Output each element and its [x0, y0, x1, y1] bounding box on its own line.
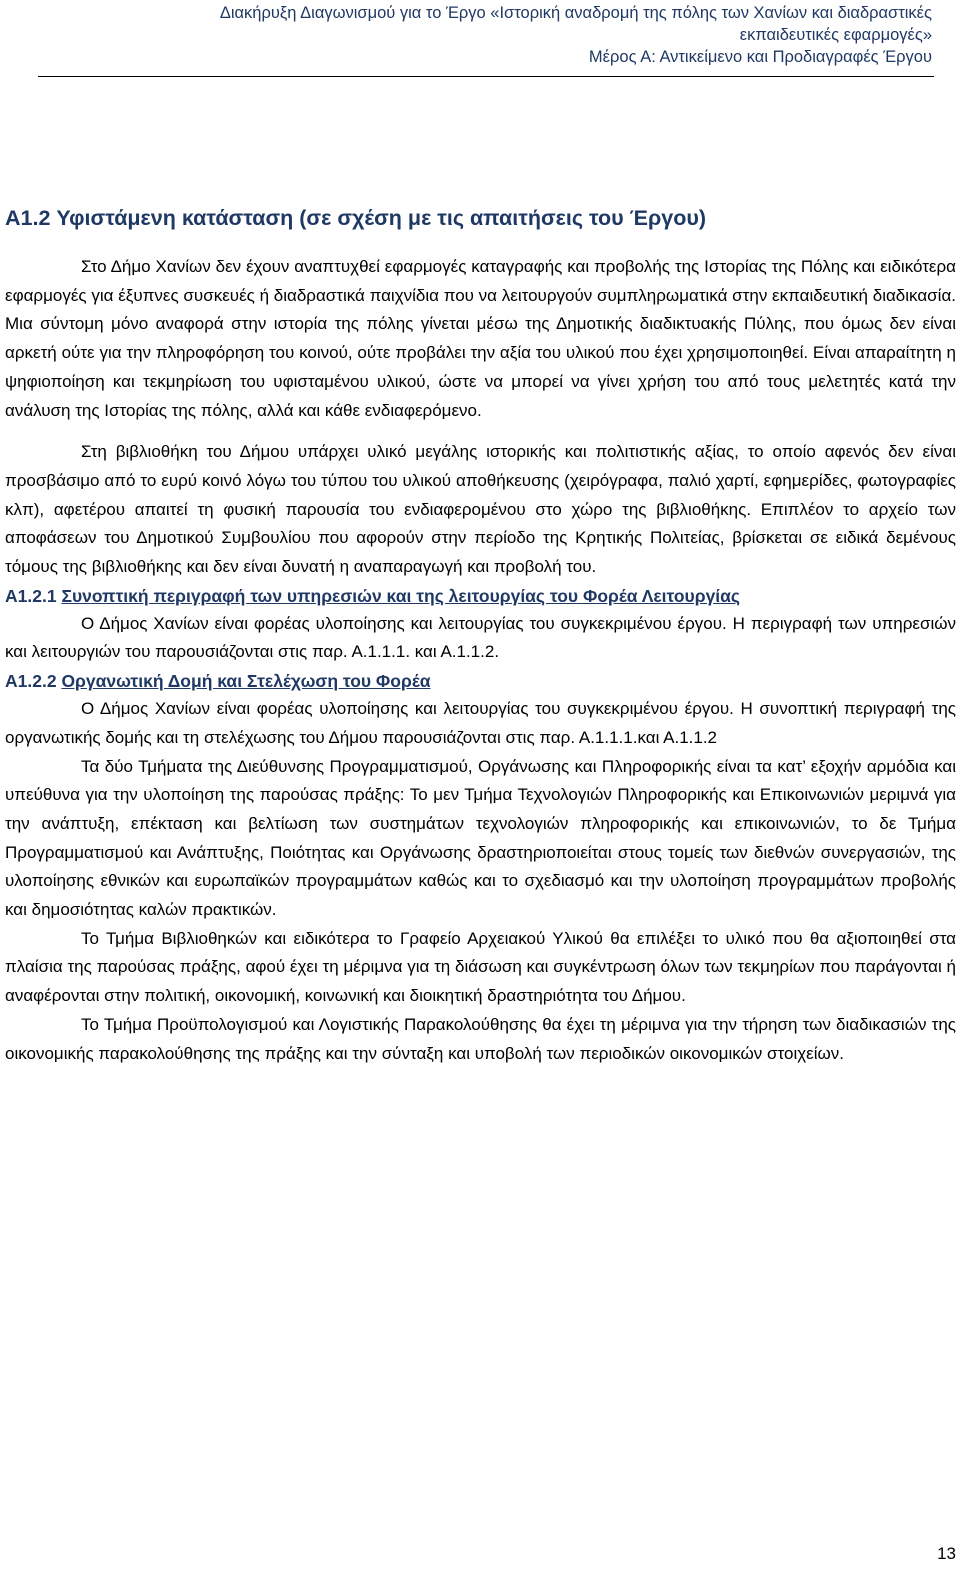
header-divider — [38, 76, 934, 77]
section-title-a1-2: A1.2 Υφιστάμενη κατάσταση (σε σχέση με τις απαιτήσεις του Έργου) — [5, 206, 707, 230]
a1-2-paragraph-1: Στο Δήμο Χανίων δεν έχουν αναπτυχθεί εφαρμογές καταγραφής και προβολής της Ιστορίας της Πόλης και ειδικότερα εφαρμογές για έξυπνες συσκευές ή διαδραστικά παιχνίδια που να λειτουργούν συμπληρωματικά στην εκπαιδευτική διαδικασία. Μια σύντομη μόνο αναφορά στην ιστορία της πόλης γίνεται μέσω της Δημοτικής διαδικτυακής Πύλης, που όμως δεν είναι αρκετή ούτε για την πληροφόρηση του κοινού, ούτε προβάλει την αξία του υλικού που έχει χρησιμοποιηθεί. Είναι απαραίτητη η ψηφιοποίηση και τεκμηρίωση του υφισταμένου υλικού, ώστε να μπορεί να γίνει χρήση του από τους μελετητές κατά την ανάλυση της Ιστορίας της πόλης, αλλά και κάθε ενδιαφερόμενο. — [5, 257, 956, 420]
section-title-a1-2-1 — [5, 582, 956, 610]
section-number: A1.2.2 — [5, 671, 62, 692]
section-heading-text: Οργανωτική Δομή και Στελέχωση του Φορέα — [61, 671, 431, 692]
page-number: 13 — [937, 1544, 956, 1563]
a1-2-1-paragraph-1: Ο Δήμος Χανίων είναι φορέας υλοποίησης και λειτουργίας του συγκεκριμένου έργου. Η περιγραφή των υπηρεσιών και λειτουργιών του παρουσιάζονται στις παρ. Α.1.1.1. και Α.1.1.2. — [5, 613, 956, 662]
section-heading-text: Συνοπτική περιγραφή των υπηρεσιών και της λειτουργίας του Φορέα Λειτουργίας — [61, 585, 741, 606]
a1-2-paragraph-2: Στη βιβλιοθήκη του Δήμου υπάρχει υλικό μεγάλης ιστορικής και πολιτιστικής αξίας, το οποίο αφενός δεν είναι προσβάσιμο από το ευρύ κοινό λόγω του τύπου του υλικού αποθήκευσης (χειρόγραφα, παλιό χαρτί, εφημερίδες, φωτογραφίες κλπ), αφετέρου απαιτεί τη φυσική παρουσία του ενδιαφερομένου στο χώρο της βιβλιοθήκης. Επιπλέον το αρχείο των αποφάσεων του Δημοτικού Συμβουλίου που αφορούν στην περίοδο της Κρητικής Πολιτείας, βρίσκεται σε ειδικά δεμένους τόμους της βιβλιοθήκης και δεν είναι δυνατή η αναπαραγωγή και προβολή του. — [5, 442, 956, 577]
header-line-2: εκπαιδευτικές εφαρμογές» — [739, 26, 932, 44]
a1-2-2-paragraph-4: Το Τμήμα Προϋπολογισμού και Λογιστικής Παρακολούθησης θα έχει τη μέριμνα για την τήρηση των διαδικασιών της οικονομικής παρακολούθησης της πράξης και την σύνταξη και υποβολή των περιοδικών οικονομικών στοιχείων. — [5, 1014, 956, 1063]
page-body — [5, 203, 956, 1068]
a1-2-2-paragraph-1: Ο Δήμος Χανίων είναι φορέας υλοποίησης και λειτουργίας του συγκεκριμένου έργου. Η συνοπτική περιγραφή της οργανωτικής δομής και τη στελέχωσης του Δήμου παρουσιάζονται στις παρ. Α.1.1.1.και Α.1.1.2 — [5, 699, 956, 747]
a1-2-2-paragraph-3: Το Τμήμα Βιβλιοθηκών και ειδικότερα το Γραφείο Αρχειακού Υλικού θα επιλέξει το υλικό που θα αξιοποιηθεί στα πλαίσια της παρούσας πράξης, αφού έχει τη μέριμνα για τη διάσωση και συγκέντρωση όλων των τεκμηρίων που παράγονται ή αναφέρονται στην πολιτική, οικονομική, κοινωνική και διοικητική δραστηριότητα του Δήμου. — [5, 928, 956, 1006]
running-header — [20, 2, 932, 68]
header-line-3: Μέρος Α: Αντικείμενο και Προδιαγραφές Έργου — [588, 48, 932, 66]
section-title-a1-2-2 — [5, 667, 956, 695]
header-line-1: Διακήρυξη Διαγωνισμού για το Έργο «Ιστορική αναδρομή της πόλης των Χανίων και διαδραστικές — [219, 4, 932, 22]
a1-2-2-paragraph-2: Τα δύο Τμήματα της Διεύθυνσης Προγραμματισμού, Οργάνωσης και Πληροφορικής είναι τα κατ’ εξοχήν αρμόδια και υπεύθυνα για την υλοποίηση της παρούσας πράξης: Το μεν Τμήμα Τεχνολογιών Πληροφορικής και Επικοινωνιών μεριμνά για την ανάπτυξη, επέκταση και βελτίωση των συστημάτων τεχνολογιών πληροφορικής και επικοινωνιών, το δε Τμήμα Προγραμματισμού και Ανάπτυξης, Ποιότητας και Οργάνωσης δραστηριοποιείται στους τομείς των διεθνών συνεργασιών, της υλοποίησης εθνικών και ευρωπαϊκών προγραμμάτων καθώς και το σχεδιασμό και την υλοποίηση προγραμμάτων προβολής και δημοσιότητας καλών πρακτικών. — [5, 756, 956, 920]
section-number: A1.2.1 — [5, 585, 62, 606]
